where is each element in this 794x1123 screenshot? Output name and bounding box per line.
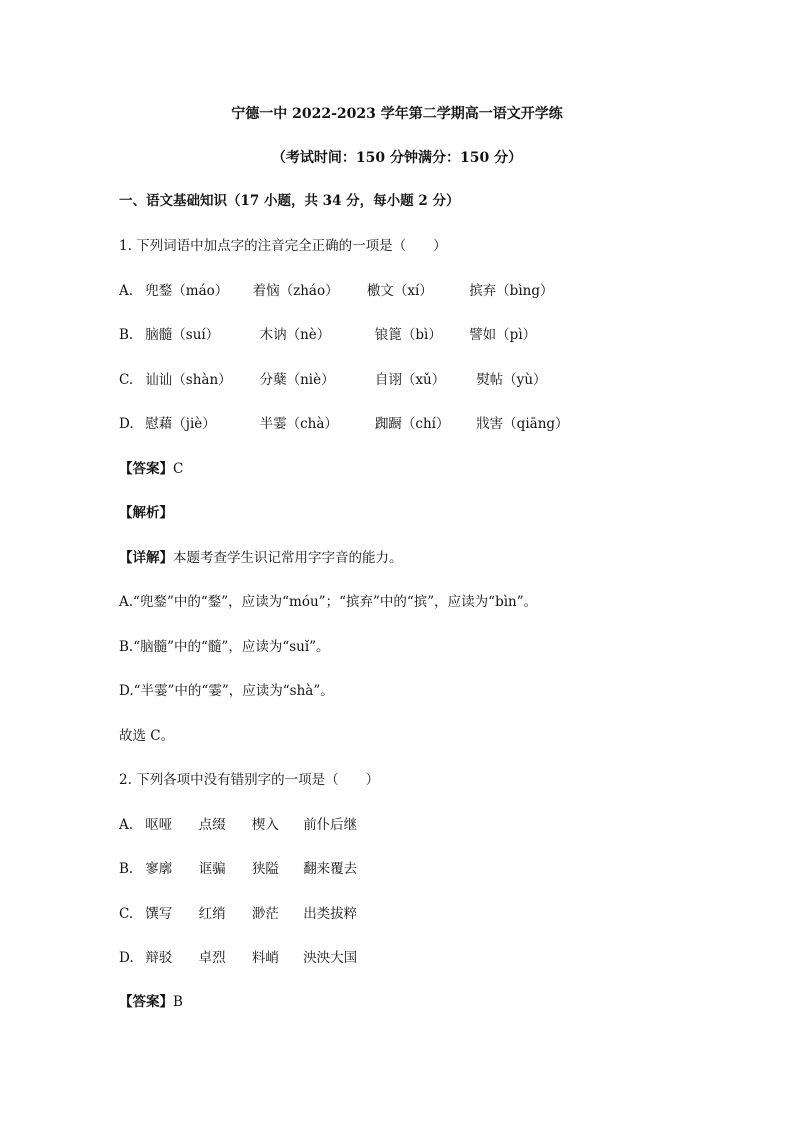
q1-detail [119,548,403,568]
option-item: 戕害（qiāng） [476,416,569,432]
option-label: B. [119,861,134,877]
q1-option-a [119,281,553,301]
option-item: 摈弃（bìng） [469,283,554,299]
option-item: 锒篦（bì） [374,327,442,343]
detail-text: 本题考查学生识记常用字字音的能力。 [173,550,403,566]
option-item: 着恼（zháo） [252,283,339,299]
option-item: 自诩（xǔ） [374,372,446,388]
option-label: C. [119,906,134,922]
option-item: 熨帖（yù） [476,372,547,388]
option-item: 木讷（nè） [259,327,331,343]
option-label: A. [119,283,134,299]
q1-note-d: D.“半霎”中的“霎”，应读为“shà”。 [119,683,334,699]
option-item: 前仆后继 [303,817,358,833]
answer-value: C [173,461,184,477]
question-2-stem: 2. 下列各项中没有错别字的一项是（ ） [119,772,380,788]
option-item: 馔写 [145,906,173,922]
option-label: D. [119,416,134,432]
q1-note-a: A.“兜鍪”中的“鍪”，应读为“móu”；“摈弃”中的“摈”，应读为“bìn”。 [119,594,538,610]
option-label: D. [119,950,134,966]
q1-note-b: B.“脑髓”中的“髓”，应读为“suǐ”。 [119,639,330,655]
option-item: 兜鍪（máo） [145,283,229,299]
option-item: 脑髓（suí） [145,327,220,343]
option-label: A. [119,817,134,833]
option-item: 狭隘 [251,861,279,877]
option-item: 料峭 [251,950,279,966]
question-1-stem: 1. 下列词语中加点字的注音完全正确的一项是（ ） [119,238,447,254]
option-item: 渺茫 [251,906,279,922]
option-item: 卓烈 [198,950,226,966]
section-heading: 一、语文基础知识（17 小题，共 34 分，每小题 2 分） [119,193,460,209]
q1-analysis-tag: 【解析】 [119,505,173,521]
q1-option-c [119,370,547,390]
q2-option-a [119,815,357,835]
answer-tag: 【答案】 [119,994,173,1010]
option-label: C. [119,372,134,388]
option-item: 出类拔粹 [303,906,358,922]
q2-option-c [119,904,357,924]
q2-answer [119,992,183,1012]
option-item: 讪讪（shàn） [145,372,232,388]
option-item: 寥廓 [145,861,173,877]
option-item: 翻来覆去 [303,861,358,877]
document-title: 宁德一中 2022-2023 学年第二学期高一语文开学练 [231,106,563,122]
option-item: 诓骗 [198,861,226,877]
q1-conclusion: 故选 C。 [119,728,175,744]
option-item: 分蘖（niè） [259,372,335,388]
q1-answer [119,459,183,479]
answer-tag: 【答案】 [119,461,173,477]
option-item: 点缀 [198,817,226,833]
exam-info: （考试时间：150 分钟满分：150 分） [271,150,523,166]
option-item: 慰藉（jiè） [145,416,216,432]
q1-option-d [119,414,569,434]
q2-option-d [119,948,357,968]
option-item: 泱泱大国 [303,950,358,966]
option-item: 红绡 [198,906,226,922]
option-item: 呕哑 [145,817,173,833]
detail-tag: 【详解】 [119,550,173,566]
option-item: 辩驳 [145,950,173,966]
option-item: 楔入 [251,817,279,833]
answer-value: B [173,994,183,1010]
option-item: 踟蹰（chí） [374,416,450,432]
option-item: 譬如（pì） [469,327,537,343]
option-label: B. [119,327,134,343]
option-item: 檄文（xí） [366,283,433,299]
q2-option-b [119,859,357,879]
q1-option-b [119,325,536,345]
option-item: 半霎（chà） [259,416,338,432]
